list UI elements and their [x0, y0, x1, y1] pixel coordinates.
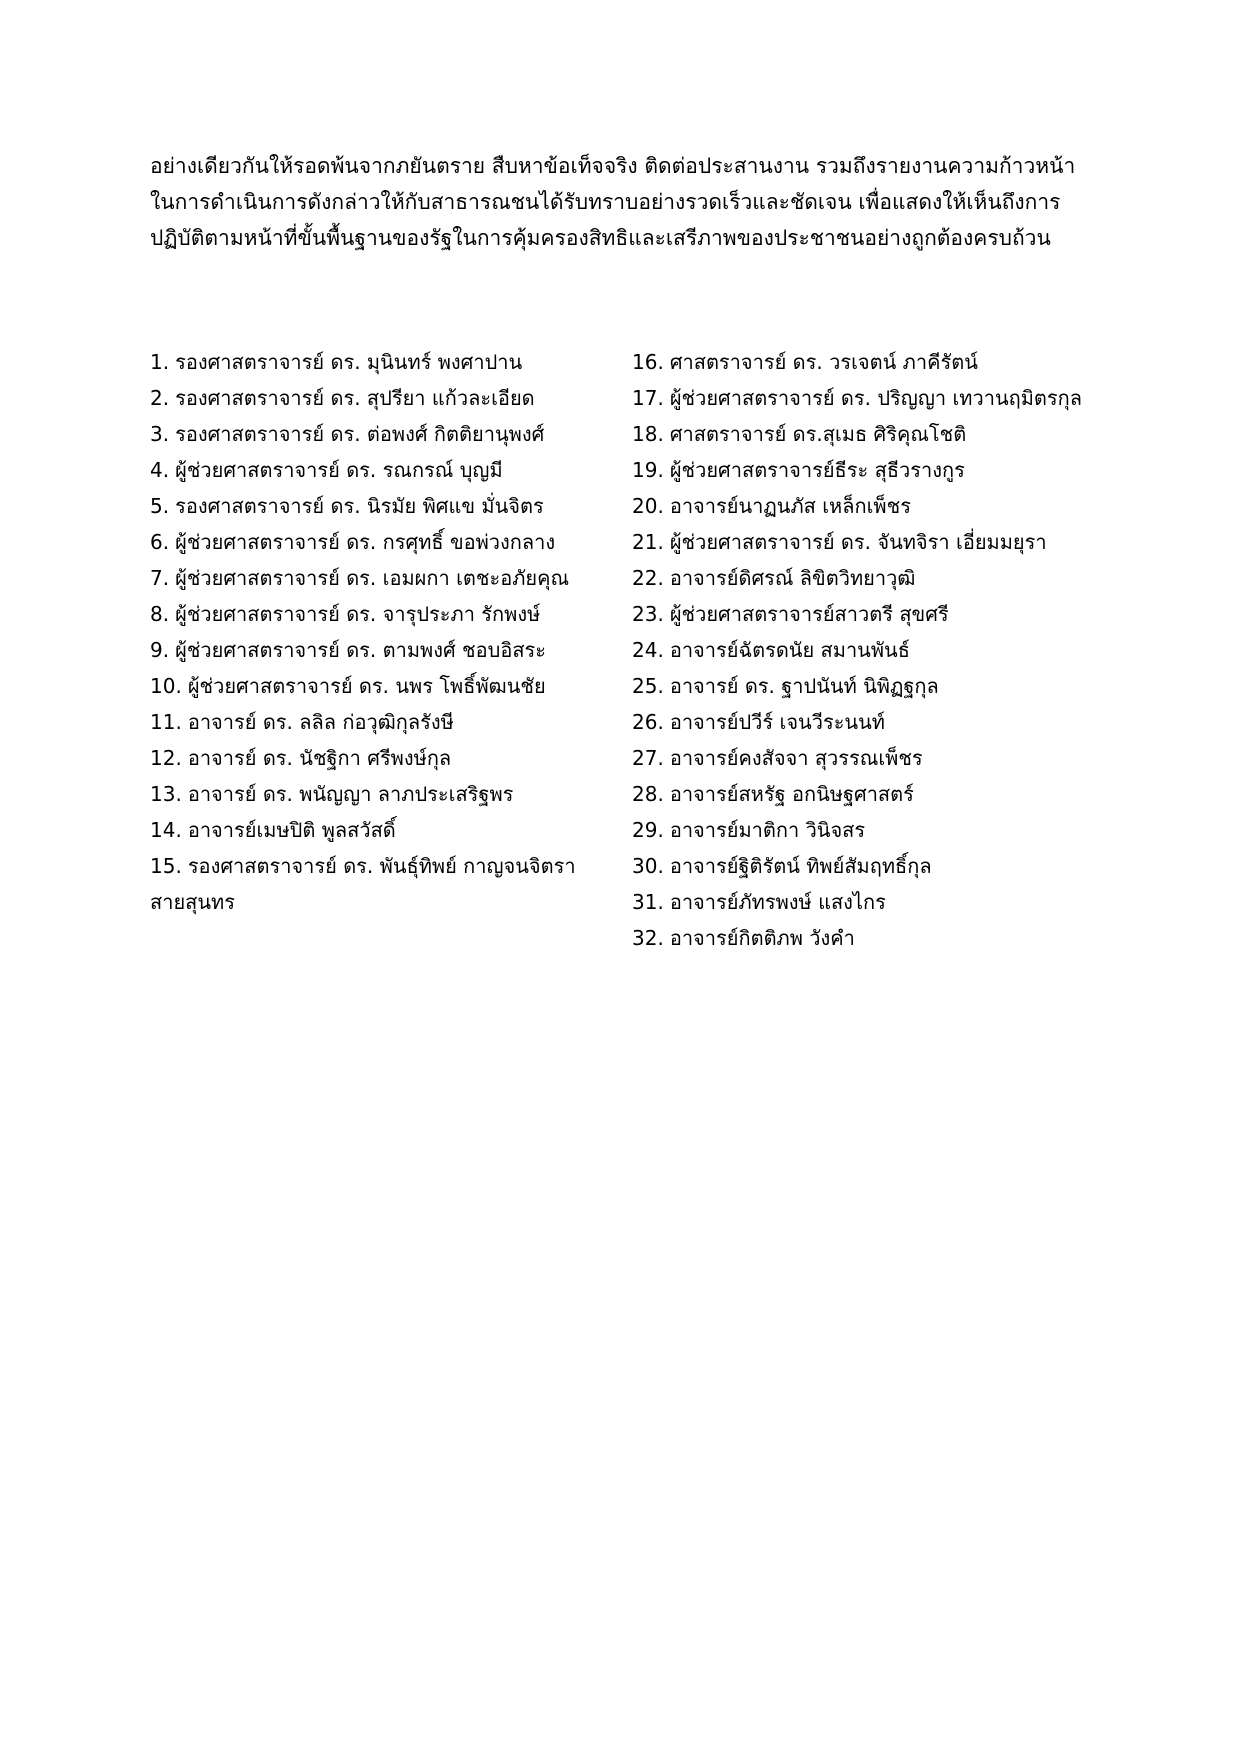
- signatory-name: รองศาสตราจารย์ ดร. นิรมัย พิศแข มั่นจิตร: [175, 494, 544, 518]
- signatory-name: อาจารย์ภัทรพงษ์ แสงไกร: [669, 890, 886, 914]
- signatory-item: [632, 560, 1112, 596]
- signatory-item: [632, 668, 1112, 704]
- signatory-item: [150, 488, 620, 524]
- item-number: 31.: [632, 890, 664, 914]
- item-number: 12.: [150, 746, 182, 770]
- item-number: 1.: [150, 350, 170, 374]
- item-number: 23.: [632, 602, 664, 626]
- item-number: 13.: [150, 782, 182, 806]
- signatory-item: [632, 884, 1112, 920]
- signatory-item: [632, 524, 1112, 560]
- item-number: 5.: [150, 494, 170, 518]
- signatory-name: อาจารย์กิตติภพ วังคำ: [669, 926, 855, 950]
- item-number: 20.: [632, 494, 664, 518]
- item-number: 10.: [150, 674, 182, 698]
- item-number: 7.: [150, 566, 170, 590]
- signatory-name: รองศาสตราจารย์ ดร. มุนินทร์ พงศาปาน: [175, 350, 523, 374]
- signatory-name: ผู้ช่วยศาสตราจารย์ ดร. รณกรณ์ บุญมี: [175, 458, 503, 482]
- item-number: 27.: [632, 746, 664, 770]
- item-number: 32.: [632, 926, 664, 950]
- item-number: 8.: [150, 602, 170, 626]
- signatory-name: ผู้ช่วยศาสตราจารย์ ดร. จันทจิรา เอี่ยมมยุรา: [669, 530, 1047, 554]
- signatory-item: [150, 560, 620, 596]
- signatory-name: ผู้ช่วยศาสตราจารย์ ดร. ตามพงศ์ ชอบอิสระ: [175, 638, 547, 662]
- item-number: 28.: [632, 782, 664, 806]
- item-number: 16.: [632, 350, 664, 374]
- item-number: 26.: [632, 710, 664, 734]
- signatory-item: [150, 812, 620, 848]
- signatory-item: [150, 668, 620, 704]
- signatory-name: ผู้ช่วยศาสตราจารย์ ดร. ปริญญา เทวานฤมิตรกุล: [669, 386, 1083, 410]
- signatory-name: ศาสตราจารย์ ดร. วรเจตน์ ภาคีรัตน์: [669, 350, 978, 374]
- signatory-name: อาจารย์สหรัฐ อกนิษฐศาสตร์: [669, 782, 914, 806]
- item-number: 14.: [150, 818, 182, 842]
- item-number: 18.: [632, 422, 664, 446]
- signatory-item: [632, 596, 1112, 632]
- signatory-name: อาจารย์ ดร. ลลิล ก่อวุฒิกุลรังษี: [187, 710, 454, 734]
- signatory-item: [150, 380, 620, 416]
- item-number: 19.: [632, 458, 664, 482]
- item-number: 30.: [632, 854, 664, 878]
- signatory-name: อาจารย์ฐิติรัตน์ ทิพย์สัมฤทธิ์กุล: [669, 854, 932, 878]
- signatory-name: อาจารย์ฉัตรดนัย สมานพันธ์: [669, 638, 910, 662]
- signatory-name: รองศาสตราจารย์ ดร. ต่อพงศ์ กิตติยานุพงศ์: [175, 422, 545, 446]
- signatory-item: [632, 416, 1112, 452]
- signatory-name: อาจารย์คงสัจจา สุวรรณเพ็ชร: [669, 746, 923, 770]
- signatory-name-continuation: สายสุนทร: [150, 890, 235, 914]
- item-number: 25.: [632, 674, 664, 698]
- signatory-list-left: [150, 344, 620, 920]
- signatory-name: ผู้ช่วยศาสตราจารย์ ดร. เอมผกา เตชะอภัยคุณ: [175, 566, 570, 590]
- signatory-item: [632, 488, 1112, 524]
- item-number: 6.: [150, 530, 170, 554]
- signatory-name: ผู้ช่วยศาสตราจารย์สาวตรี สุขศรี: [669, 602, 949, 626]
- signatory-item: [150, 524, 620, 560]
- signatory-item: [632, 848, 1112, 884]
- intro-line: อย่างเดียวกันให้รอดพ้นจากภยันตราย สืบหาข้อเท็จจริง ติดต่อประสานงาน รวมถึงรายงานความก้าวหน้า: [150, 154, 1076, 178]
- signatory-item: [150, 344, 620, 380]
- signatory-item: [632, 776, 1112, 812]
- signatory-item: [150, 848, 620, 884]
- item-number: 11.: [150, 710, 182, 734]
- signatory-name: อาจารย์ ดร. นัชฐิกา ศรีพงษ์กุล: [187, 746, 452, 770]
- signatory-name: อาจารย์ ดร. พนัญญา ลาภประเสริฐพร: [187, 782, 514, 806]
- item-number: 17.: [632, 386, 664, 410]
- intro-line: ปฏิบัติตามหน้าที่ขั้นพื้นฐานของรัฐในการคุ้มครองสิทธิและเสรีภาพของประชาชนอย่างถูกต้องครบถ้วน: [150, 226, 1051, 250]
- signatory-item: [150, 452, 620, 488]
- signatory-item: [632, 632, 1112, 668]
- signatory-item: [632, 380, 1112, 416]
- signatory-name: อาจารย์ปวีร์ เจนวีระนนท์: [669, 710, 885, 734]
- signatory-item: [632, 740, 1112, 776]
- signatory-name: อาจารย์ดิศรณ์ ลิขิตวิทยาวุฒิ: [669, 566, 916, 590]
- signatory-name: รองศาสตราจารย์ ดร. สุปรียา แก้วละเอียด: [175, 386, 535, 410]
- item-number: 4.: [150, 458, 170, 482]
- signatory-item: [150, 776, 620, 812]
- signatory-item: [150, 416, 620, 452]
- signatory-name: ผู้ช่วยศาสตราจารย์ ดร. กรศุทธิ์ ขอพ่วงกลาง: [175, 530, 556, 554]
- item-number: 3.: [150, 422, 170, 446]
- signatory-name: อาจารย์นาฏนภัส เหล็กเพ็ชร: [669, 494, 911, 518]
- signatory-item: [150, 740, 620, 776]
- signatory-item: [150, 596, 620, 632]
- intro-paragraph: [150, 148, 1110, 256]
- signatory-name: ผู้ช่วยศาสตราจารย์ ดร. นพร โพธิ์พัฒนชัย: [187, 674, 546, 698]
- item-number: 24.: [632, 638, 664, 662]
- signatory-item: [632, 704, 1112, 740]
- intro-line: ในการดำเนินการดังกล่าวให้กับสาธารณชนได้รับทราบอย่างรวดเร็วและชัดเจน เพื่อแสดงให้เห็นถึงการ: [150, 190, 1061, 214]
- item-number: 29.: [632, 818, 664, 842]
- item-number: 22.: [632, 566, 664, 590]
- signatory-item: [150, 632, 620, 668]
- signatory-list-right: [632, 344, 1112, 956]
- item-number: 21.: [632, 530, 664, 554]
- signatory-item: [632, 920, 1112, 956]
- signatory-name: รองศาสตราจารย์ ดร. พันธุ์ทิพย์ กาญจนจิตรา: [187, 854, 576, 878]
- signatory-name: ศาสตราจารย์ ดร.สุเมธ ศิริคุณโชติ: [669, 422, 967, 446]
- item-number: 15.: [150, 854, 182, 878]
- signatory-name: อาจารย์มาติกา วินิจสร: [669, 818, 866, 842]
- signatory-name: อาจารย์เมษปิติ พูลสวัสดิ์: [187, 818, 396, 842]
- signatory-name: ผู้ช่วยศาสตราจารย์ ดร. จารุประภา รักพงษ์: [175, 602, 541, 626]
- item-number: 2.: [150, 386, 170, 410]
- signatory-item: [150, 704, 620, 740]
- signatory-item: [632, 344, 1112, 380]
- signatory-name: ผู้ช่วยศาสตราจารย์ธีระ สุธีวรางกูร: [669, 458, 965, 482]
- item-number: 9.: [150, 638, 170, 662]
- signatory-item: [632, 452, 1112, 488]
- signatory-item: [632, 812, 1112, 848]
- signatory-name: อาจารย์ ดร. ฐาปนันท์ นิพิฏฐกุล: [669, 674, 939, 698]
